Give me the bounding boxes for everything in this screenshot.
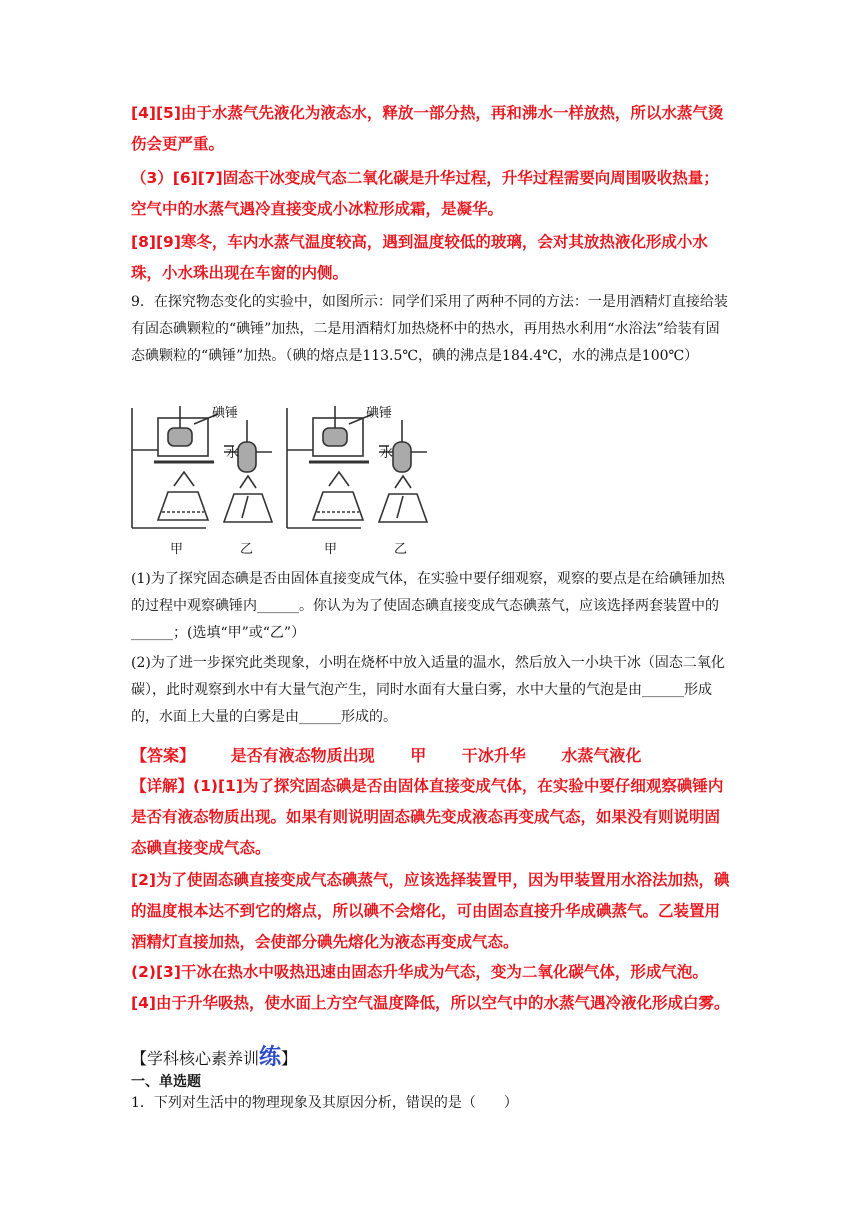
answer-para-8-9: [8][9]寒冬，车内水蒸气温度较高，遇到温度较低的玻璃，会对其放热液化形成小水珠，小水珠出现在车窗的内侧。 — [131, 233, 708, 282]
answer-line — [131, 741, 771, 771]
answer-item-1: 是否有液态物质出现 — [230, 746, 375, 765]
caption-yi-2: 乙 — [394, 542, 408, 557]
label-water-1: 水 — [226, 446, 240, 461]
section-subtitle: 一、单选题 — [131, 1074, 201, 1090]
question-9-part-1: (1)为了探究固态碘是否由固体直接变成气体，在实验中要仔细观察，观察的要点是在给碘锤加热的过程中观察碘锤内______。你认为为了使固态碘直接变成气态碘蒸气，应该选择两套装置中的______；(选填“甲”或“乙”） — [131, 571, 725, 641]
detail-para-1: 【详解】(1)[1]为了探究固态碘是否由固体直接变成气体，在实验中要仔细观察碘锤内是否有液态物质出现。如果有则说明固态碘先变成液态再变成气态，如果没有则说明固态碘直接变成气态。 — [131, 777, 724, 857]
caption-jia-2: 甲 — [324, 542, 338, 557]
section-title-prefix: 【学科核心素养训 — [131, 1049, 260, 1068]
detail-para-2: [2]为了使固态碘直接变成气态碘蒸气，应该选择装置甲，因为甲装置用水浴法加热，碘的温度根本达不到它的熔点，所以碘不会熔化，可由固态直接升华成碘蒸气。乙装置用酒精灯直接加热，会使部分碘先熔化为液态再变成气态。 — [131, 871, 730, 951]
detail-para-4: [4]由于升华吸热，使水面上方空气温度降低，所以空气中的水蒸气遇冷液化形成白雾。 — [131, 994, 730, 1012]
answer-label: 【答案】 — [131, 746, 196, 765]
question-9-part-2: (2)为了进一步探究此类现象，小明在烧杯中放入适量的温水，然后放入一小块干冰（固态二氧化碳），此时观察到水中有大量气泡产生，同时水面有大量白雾，水中大量的气泡是由______形成的，水面上大量的白雾是由______形成的。 — [131, 655, 725, 725]
question-1-stem: 1．下列对生活中的物理现象及其原因分析，错误的是（ ） — [131, 1095, 518, 1111]
label-iodine-hammer-1: 碘锤 — [212, 406, 239, 421]
caption-jia-1: 甲 — [170, 542, 184, 557]
label-water-2: 水 — [380, 446, 394, 461]
experiment-figure — [128, 400, 438, 560]
answer-para-4-5: [4][5]由于水蒸气先液化为液态水，释放一部分热，再和沸水一样放热，所以水蒸气烫伤会更严重。 — [131, 104, 724, 153]
answer-item-3: 干冰升华 — [461, 746, 526, 765]
section-title-suffix: 】 — [281, 1049, 298, 1068]
answer-item-4: 水蒸气液化 — [561, 746, 642, 765]
answer-item-2: 甲 — [410, 746, 427, 765]
caption-yi-1: 乙 — [240, 542, 254, 557]
detail-para-3: (2)[3]干冰在热水中吸热迅速由固态升华成为气态，变为二氧化碳气体，形成气泡。 — [131, 963, 708, 981]
answer-para-3: （3）[6][7]固态干冰变成气态二氧化碳是升华过程，升华过程需要向周围吸收热量；空气中的水蒸气遇冷直接变成小冰粒形成霜，是凝华。 — [131, 169, 719, 218]
question-9-stem: 9．在探究物态变化的实验中，如图所示：同学们采用了两种不同的方法：一是用酒精灯直接给装有固态碘颗粒的“碘锤”加热，二是用酒精灯加热烧杯中的热水，再用热水利用“水浴法”给装有固态碘颗粒的“碘锤”加热。（碘的熔点是113.5℃，碘的沸点是184.4℃，水的沸点是100℃） — [131, 294, 728, 364]
label-iodine-hammer-2: 碘锤 — [366, 406, 393, 421]
section-title-emphasis: 练 — [259, 1045, 282, 1070]
section-heading — [131, 1040, 297, 1071]
apparatus-drawing — [128, 400, 438, 560]
